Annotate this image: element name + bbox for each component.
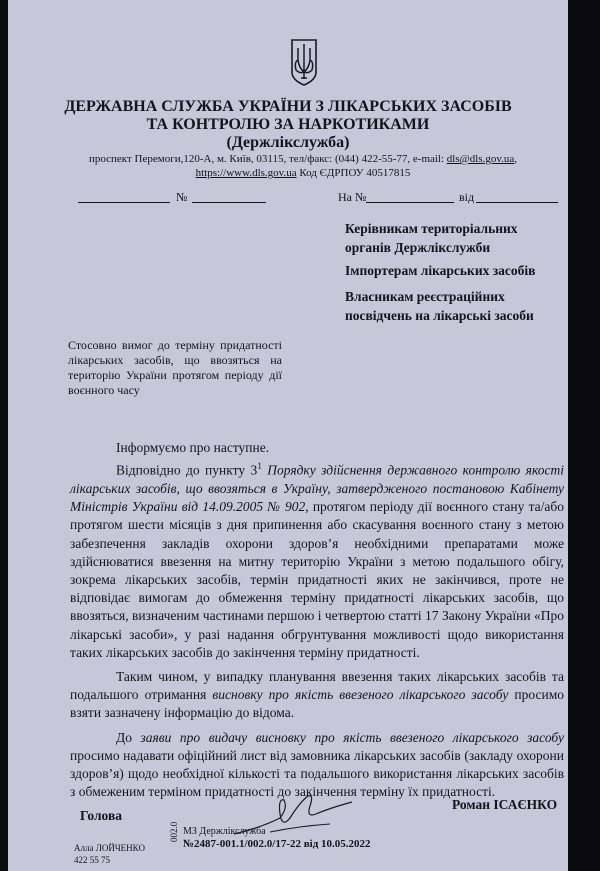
org-short-name: (Держлікслужба) <box>226 134 350 151</box>
letter-page <box>8 0 568 871</box>
letter-body <box>70 439 564 801</box>
org-name-line2: ТА КОНТРОЛЮ ЗА НАРКОТИКАМИ <box>146 116 430 133</box>
registration-stamp <box>183 826 371 850</box>
registration-org: Держлікслужба <box>199 826 266 837</box>
registration-mark: МЗ <box>183 826 197 837</box>
registration-side-code: 002.0 <box>169 821 179 842</box>
registration-number: №2487-001.1/002.0/17-22 від 10.05.2022 <box>183 838 371 850</box>
body-paragraph-intro: Інформуємо про наступне. <box>116 440 270 455</box>
recipient-registration-holders: Власникам реєстраційних посвідчень на лікарські засоби <box>345 289 534 323</box>
signer-name: Роман ІСАЄНКО <box>452 797 558 812</box>
outgoing-date-blank <box>78 190 170 203</box>
outgoing-no-label: № <box>176 190 188 204</box>
executor-name: Алла ЛОЙЧЕНКО <box>74 843 145 853</box>
address-text: проспект Перемоги,120-А, м. Київ, 03115, тел/факс: (044) 422-55-77, e-mail: <box>88 153 447 165</box>
recipient-territorial-bodies: Керівникам територіальних органів Держлікслужби <box>345 221 518 255</box>
signer-position: Голова <box>80 808 123 823</box>
recipient-importers: Імпортерам лікарських засобів <box>345 263 536 278</box>
incoming-no-label: На № <box>338 190 367 204</box>
incoming-no-blank <box>366 190 454 203</box>
trident-emblem-icon <box>290 38 318 86</box>
org-name-line1: ДЕРЖАВНА СЛУЖБА УКРАЇНИ З ЛІКАРСЬКИХ ЗАСОБІВ <box>64 98 512 115</box>
outgoing-no-blank <box>192 190 266 203</box>
address-line: проспект Перемоги,120-А, м. Київ, 03115, тел/факс: (044) 422-55-77, e-mail: dls@dls.gov.ua, <box>88 153 518 165</box>
website-link[interactable]: https://www.dls.gov.ua <box>195 167 297 179</box>
body-paragraph-legal-basis: Відповідно до пункту $3^1$ Порядку здійснення державного контролю якості лікарських засобів, що ввозяться в Україну, затвердженого постановою Кабінету Міністрів України від 14.09.2005 № 902, протягом періоду дії воєнного стану та/або протягом шести місяців з дня припинення або скасування воєнного стану з метою забезпечення закладів охорони здоров’я необхідними препаратами може здійснюватися ввезення на митну територію України з метою подальшого обігу, зокрема лікарських засобів, термін придатності яких не закінчився, проте не відповідає вимогам до обмеження терміну придатності лікарських засобів, що ввозяться, визначеним частинами першою і четвертою статті 17 Закону України «Про лікарські засоби», у разі надання обгрунтування можливості щодо використання таких лікарських засобів до закінчення терміну придатності. <box>70 461 564 660</box>
incoming-date-blank <box>476 190 558 203</box>
email-link[interactable]: dls@dls.gov.ua <box>446 153 515 165</box>
letter-subject: Стосовно вимог до терміну придатності лікарських засобів, що ввозяться на територію України протягом періоду дії воєнного часу <box>68 338 282 397</box>
scan-edge <box>568 0 600 871</box>
executor-phone: 422 55 75 <box>74 855 110 865</box>
body-paragraph-request: До заяви про видачу висновку про якість ввезеного лікарського засобу просимо надавати офіційний лист від замовника лікарських засобів (закладу охорони здоров’я) щодо необхідної кількості та подальшого використання лікарських засобів з обмеженим терміном придатності до закінчення терміну їх придатності. <box>70 729 564 800</box>
edrpou-code: Код ЄДРПОУ 40517815 <box>296 167 411 179</box>
incoming-from-label: від <box>459 190 475 204</box>
body-paragraph-conclusion: Таким чином, у випадку планування ввезення таких лікарських засобів та подальшого отримання висновку про якість ввезеного лікарського засобу просимо взяти зазначену інформацію до відома. <box>70 668 564 721</box>
website-line <box>38 166 568 181</box>
